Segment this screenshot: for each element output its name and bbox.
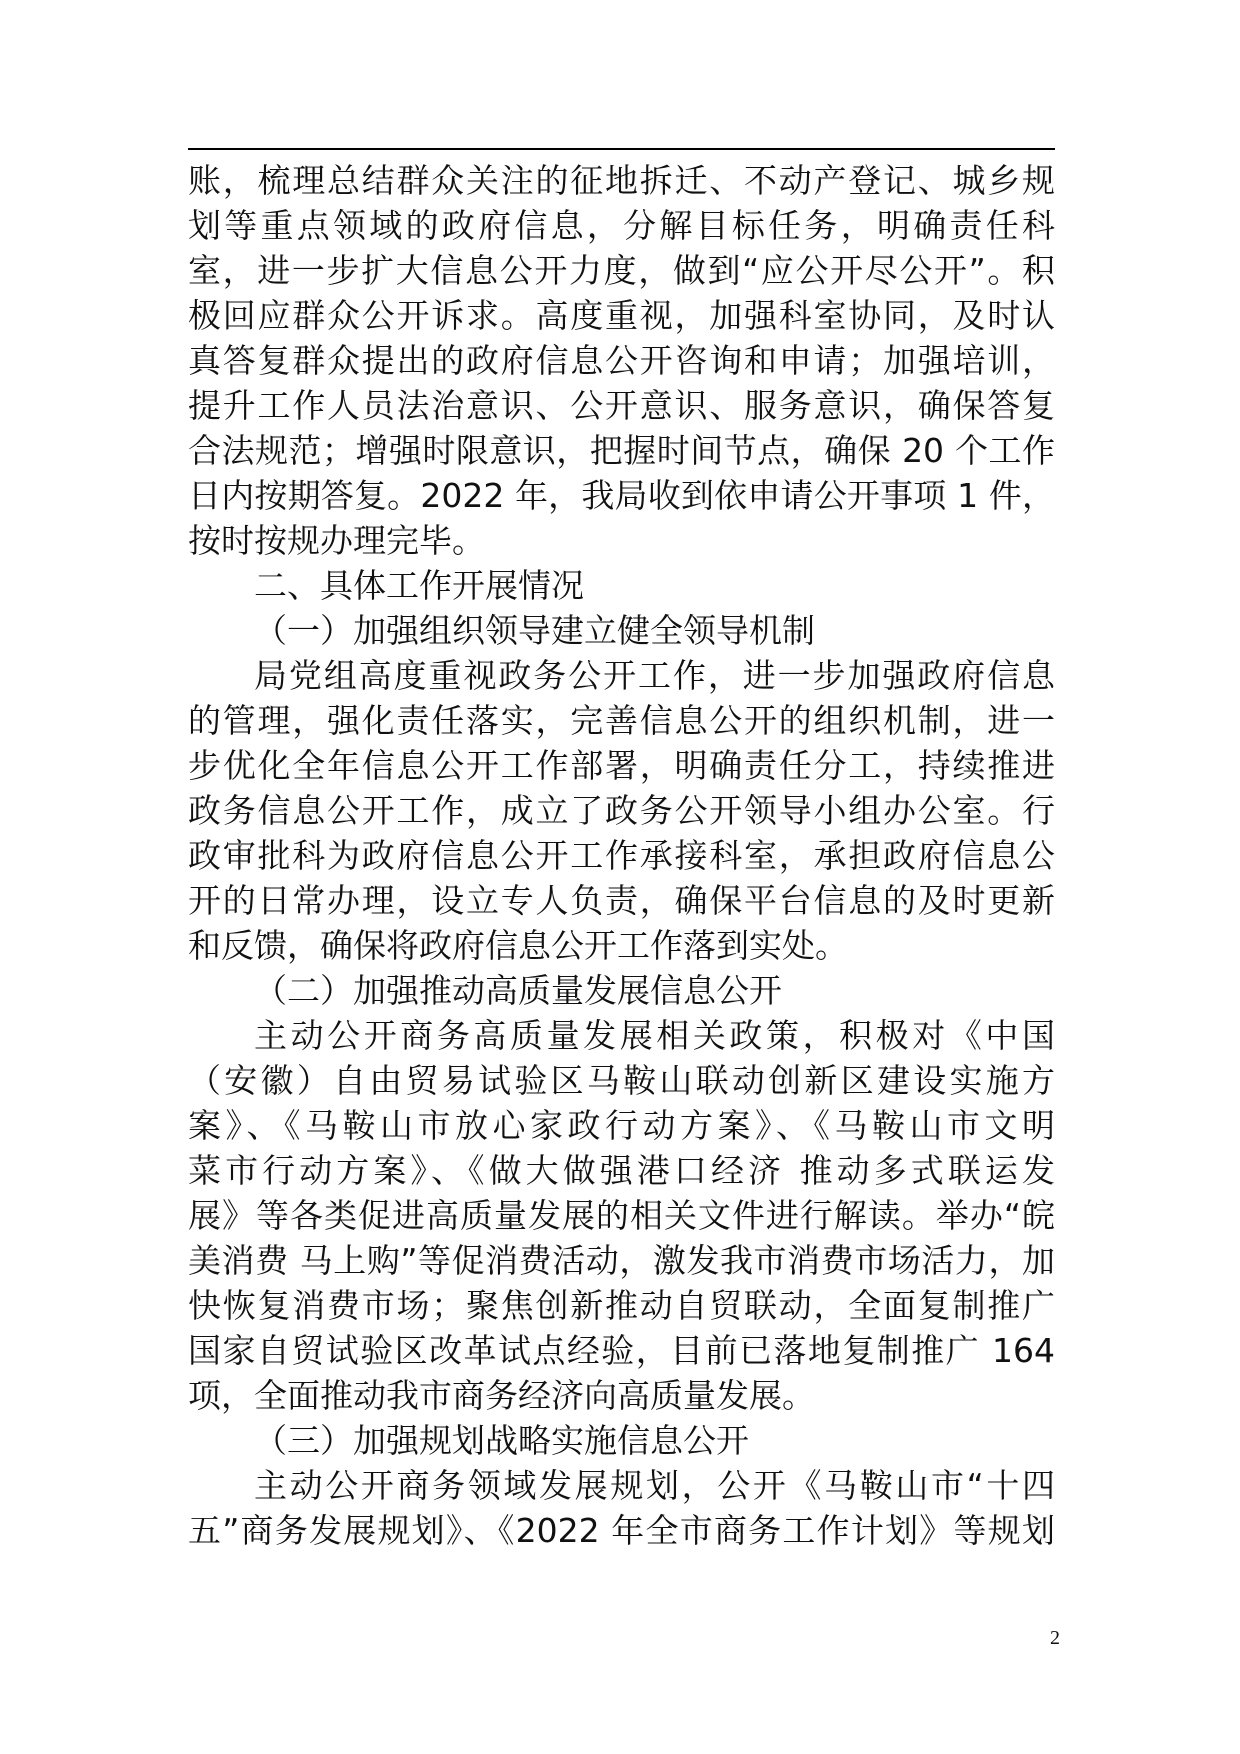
section-heading: 二、具体工作开展情况 bbox=[254, 566, 584, 605]
page-number: 2 bbox=[1050, 1627, 1060, 1649]
text-line: 步优化全年信息公开工作部署，明确责任分工，持续推进 bbox=[188, 746, 1055, 785]
text-line: 主动公开商务领域发展规划，公开《马鞍山市“十四 bbox=[254, 1466, 1055, 1505]
text-line: 菜市行动方案》、《做大做强港口经济 推动多式联运发 bbox=[188, 1151, 1055, 1190]
text-line: 五”商务发展规划》、《2022 年全市商务工作计划》等规划 bbox=[188, 1511, 1055, 1550]
text-line: 提升工作人员法治意识、公开意识、服务意识，确保答复 bbox=[188, 386, 1055, 425]
text-line: 室，进一步扩大信息公开力度，做到“应公开尽公开”。积 bbox=[188, 251, 1055, 290]
text-line: 政务信息公开工作，成立了政务公开领导小组办公室。行 bbox=[188, 791, 1055, 830]
text-line: 账，梳理总结群众关注的征地拆迁、不动产登记、城乡规 bbox=[188, 161, 1055, 200]
text-line: 国家自贸试验区改革试点经验，目前已落地复制推广 164 bbox=[188, 1331, 1055, 1370]
text-line: 项，全面推动我市商务经济向高质量发展。 bbox=[188, 1376, 815, 1415]
text-line: 开的日常办理，设立专人负责，确保平台信息的及时更新 bbox=[188, 881, 1055, 920]
subsection-heading: （二）加强推动高质量发展信息公开 bbox=[254, 971, 782, 1010]
text-line: 的管理，强化责任落实，完善信息公开的组织机制，进一 bbox=[188, 701, 1055, 740]
text-line: 和反馈，确保将政府信息公开工作落到实处。 bbox=[188, 926, 848, 965]
body-text bbox=[188, 158, 1055, 1553]
text-line: 日内按期答复。2022 年，我局收到依申请公开事项 1 件， bbox=[188, 476, 1055, 515]
text-line: （安徽）自由贸易试验区马鞍山联动创新区建设实施方 bbox=[188, 1061, 1055, 1100]
text-line: 真答复群众提出的政府信息公开咨询和申请；加强培训， bbox=[188, 341, 1055, 380]
text-line: 极回应群众公开诉求。高度重视，加强科室协同，及时认 bbox=[188, 296, 1055, 335]
subsection-heading: （一）加强组织领导建立健全领导机制 bbox=[254, 611, 815, 650]
text-line: 美消费 马上购”等促消费活动，激发我市消费市场活力，加 bbox=[188, 1241, 1055, 1280]
text-line: 政审批科为政府信息公开工作承接科室，承担政府信息公 bbox=[188, 836, 1055, 875]
text-line: 局党组高度重视政务公开工作，进一步加强政府信息 bbox=[254, 656, 1055, 695]
text-line: 主动公开商务高质量发展相关政策，积极对《中国 bbox=[254, 1016, 1055, 1055]
header-rule bbox=[188, 148, 1055, 150]
subsection-heading: （三）加强规划战略实施信息公开 bbox=[254, 1421, 749, 1460]
text-line: 展》等各类促进高质量发展的相关文件进行解读。举办“皖 bbox=[188, 1196, 1055, 1235]
text-line: 合法规范；增强时限意识，把握时间节点，确保 20 个工作 bbox=[188, 431, 1055, 470]
text-line: 按时按规办理完毕。 bbox=[188, 521, 485, 560]
text-line: 划等重点领域的政府信息，分解目标任务，明确责任科 bbox=[188, 206, 1055, 245]
text-line: 案》、《马鞍山市放心家政行动方案》、《马鞍山市文明 bbox=[188, 1106, 1055, 1145]
text-line: 快恢复消费市场；聚焦创新推动自贸联动，全面复制推广 bbox=[188, 1286, 1055, 1325]
